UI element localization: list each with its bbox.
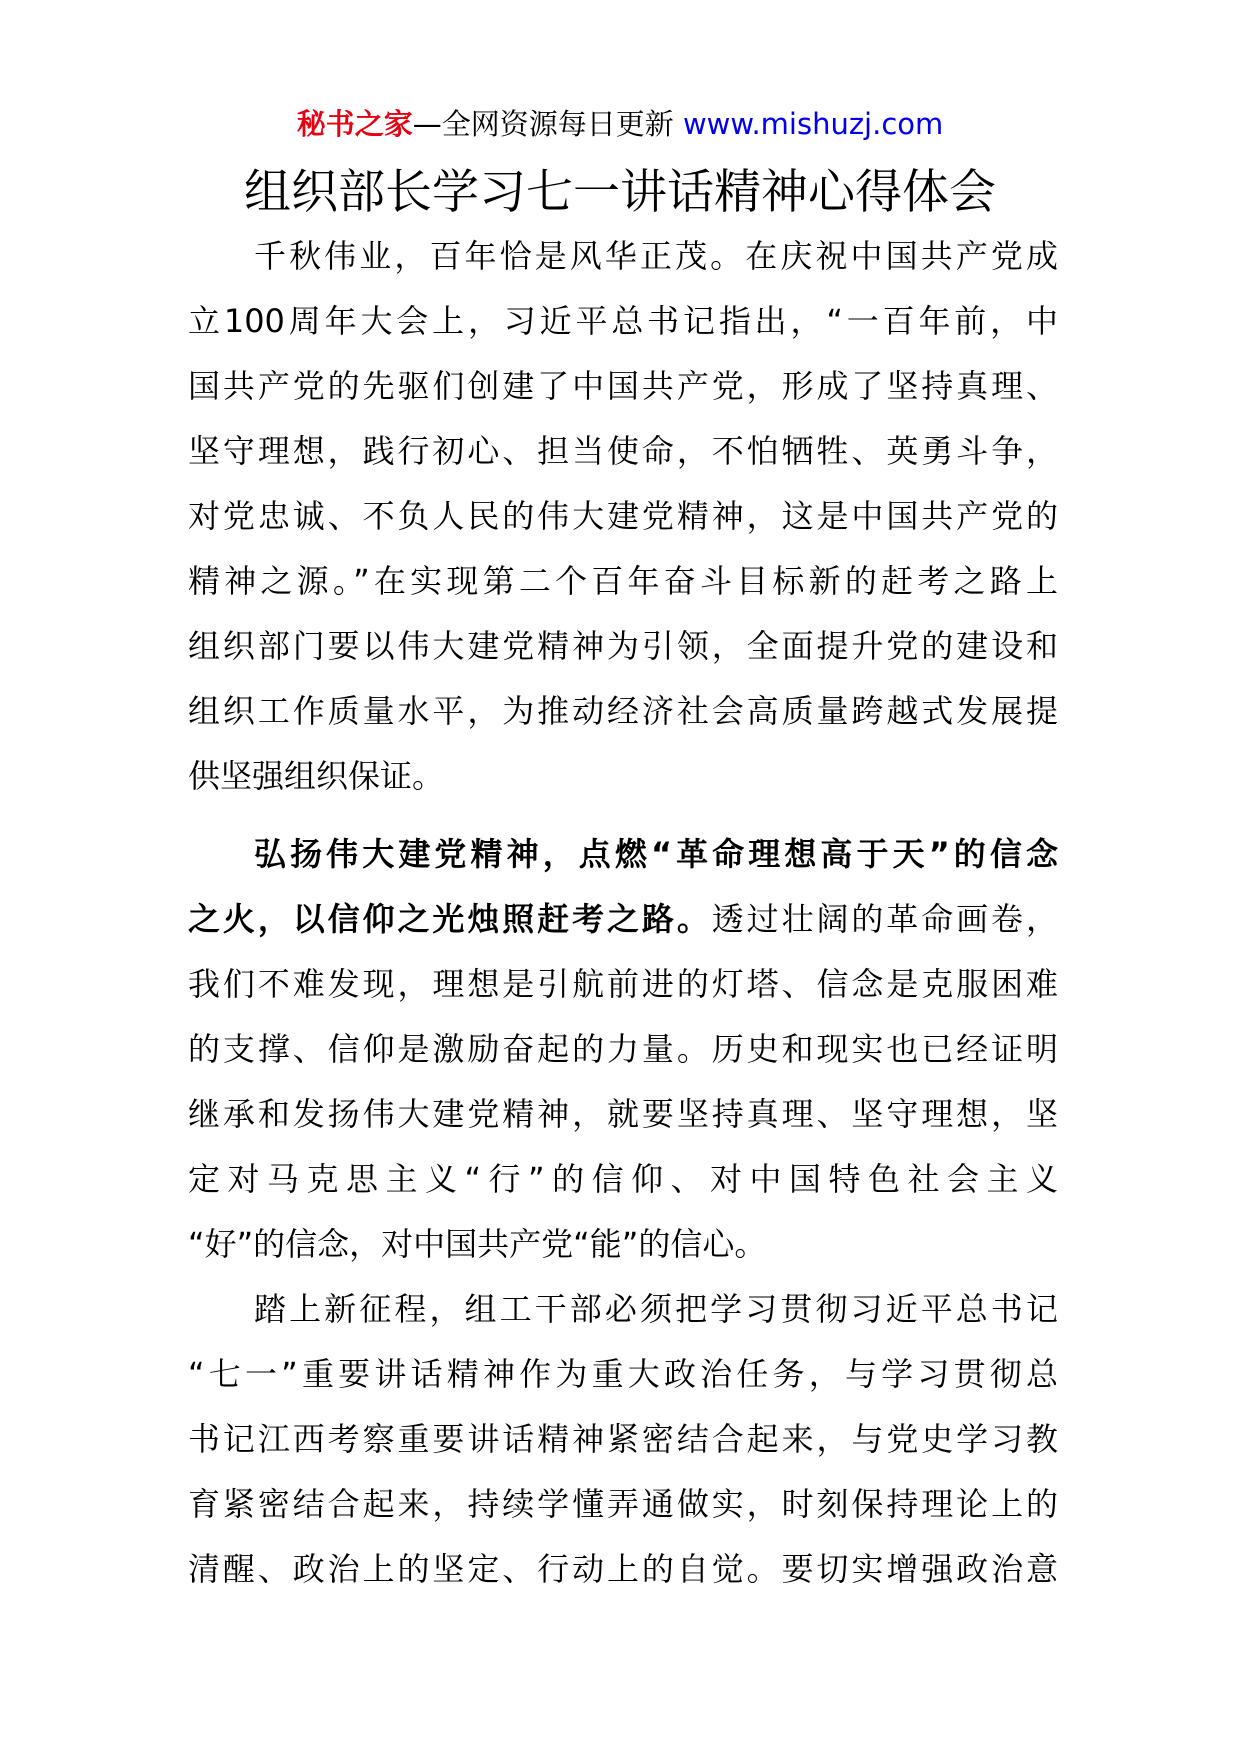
paragraph-line: 定对马克思主义“行”的信仰、对中国特色社会主义	[188, 1160, 1058, 1198]
paragraph-line: 踏上新征程，组工干部必须把学习贯彻习近平总书记	[254, 1290, 1058, 1328]
paragraph-line: 清醒、政治上的坚定、行动上的自觉。要切实增强政治意	[188, 1550, 1058, 1588]
section-heading-line: 弘扬伟大建党精神，点燃“革命理想高于天”的信念	[254, 835, 1058, 873]
paragraph-line: 育紧密结合起来，持续学懂弄通做实，时刻保持理论上的	[188, 1485, 1058, 1523]
watermark-header	[0, 100, 1240, 148]
document-title: 组织部长学习七一讲话精神心得体会	[244, 165, 996, 220]
header-url-link[interactable]: www.mishuzj.com	[682, 107, 944, 141]
paragraph-line: 供坚强组织保证。	[188, 757, 445, 795]
brand-name: 秘书之家	[296, 107, 413, 141]
header-slogan: —全网资源每日更新	[412, 107, 674, 141]
paragraph-gap	[188, 809, 1058, 822]
section-heading-line: 之火，以信仰之光烛照赶考之路。	[188, 900, 712, 938]
paragraph-line: “七一”重要讲话精神作为重大政治任务，与学习贯彻总	[188, 1355, 1058, 1393]
paragraph-line: 坚守理想，践行初心、担当使命，不怕牺牲、英勇斗争，	[188, 432, 1058, 470]
paragraph-line: 书记江西考察重要讲话精神紧密结合起来，与党史学习教	[188, 1420, 1058, 1458]
paragraph-line: 的支撑、信仰是激励奋起的力量。历史和现实也已经证明	[188, 1030, 1058, 1068]
paragraph-line: 对党忠诚、不负人民的伟大建党精神，这是中国共产党的	[188, 497, 1058, 535]
paragraph-line: 精神之源。”在实现第二个百年奋斗目标新的赶考之路上	[188, 562, 1058, 600]
paragraph-line: 组织部门要以伟大建党精神为引领，全面提升党的建设和	[188, 627, 1058, 665]
paragraph-line: 千秋伟业，百年恰是风华正茂。在庆祝中国共产党成	[254, 237, 1058, 275]
document-body	[188, 224, 1058, 1602]
paragraph-line: 国共产党的先驱们创建了中国共产党，形成了坚持真理、	[188, 367, 1058, 405]
paragraph-line-mixed	[188, 887, 1058, 952]
paragraph-text: 透过壮阔的革命画卷，	[711, 900, 1058, 938]
paragraph-line: 立100周年大会上，习近平总书记指出，“一百年前，中	[188, 302, 1058, 340]
paragraph-line: 组织工作质量水平，为推动经济社会高质量跨越式发展提	[188, 692, 1058, 730]
paragraph-line: 我们不难发现，理想是引航前进的灯塔、信念是克服困难	[188, 965, 1058, 1003]
paragraph-line: “好”的信念，对中国共产党“能”的信心。	[188, 1225, 767, 1263]
paragraph-line: 继承和发扬伟大建党精神，就要坚持真理、坚守理想，坚	[188, 1095, 1058, 1133]
